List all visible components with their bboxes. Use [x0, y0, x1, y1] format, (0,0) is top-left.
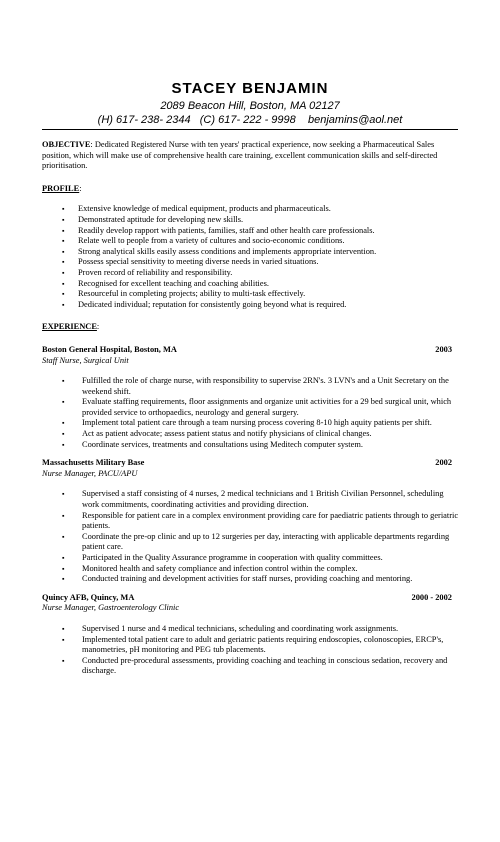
- job-duty-item: [42, 397, 462, 418]
- job-duty-text: Monitored health and safety compliance and infection control within the complex.: [82, 563, 358, 573]
- profile-item-text: Strong analytical skills easily assess conditions and implements appropriate intervention.: [78, 246, 377, 256]
- resume-body: [42, 140, 462, 677]
- bullet-icon: ▪: [62, 624, 65, 633]
- bullet-icon: ▪: [62, 490, 65, 499]
- job-title: Staff Nurse, Surgical Unit: [42, 355, 129, 365]
- job-duty-item: [42, 418, 462, 429]
- job-employer: Massachusetts Military Base: [42, 458, 145, 468]
- job-date: 2002: [435, 458, 452, 468]
- job-duty-text: Implemented total patient care to adult and geriatric patients requiring endoscopies, colonoscopies, ERCP's, manometries, pH monitoring and PEG tub placements.: [82, 634, 444, 655]
- bullet-icon: ▪: [62, 279, 65, 288]
- job-duty-text: Fulfilled the role of charge nurse, with responsibility to supervise 2RN's. 3 LVN's and a Unit Secretary on the weekend shift.: [82, 376, 449, 396]
- bullet-icon: ▪: [62, 554, 65, 562]
- job-duty-item: [42, 635, 462, 656]
- bullet-icon: ▪: [62, 268, 65, 277]
- bullet-icon: ▪: [62, 564, 65, 573]
- profile-item-text: Dedicated individual; reputation for consistently going beyond what is required.: [78, 299, 347, 309]
- bullet-icon: ▪: [62, 532, 65, 541]
- bullet-icon: ▪: [62, 440, 65, 449]
- objective-section: [42, 140, 462, 172]
- job-duty-text: Supervised a staff consisting of 4 nurses, 2 medical technicians and 1 British Civilian Personnel, scheduling work commitments, coordinating activities and providing direction.: [82, 489, 444, 510]
- job-title: Nurse Manager, PACU/APU: [42, 468, 138, 478]
- bullet-icon: ▪: [62, 377, 65, 386]
- bullet-icon: ▪: [62, 237, 65, 246]
- bullet-icon: ▪: [62, 419, 65, 428]
- bullet-icon: ▪: [62, 656, 65, 665]
- job-duty-item: [42, 429, 462, 440]
- job-duty-text: Supervised 1 nurse and 4 medical technicians, scheduling and coordinating work assignments.: [82, 623, 399, 633]
- job-header: [42, 458, 462, 469]
- candidate-contact: [0, 114, 500, 126]
- bullet-icon: ▪: [62, 258, 65, 267]
- bullet-icon: ▪: [62, 247, 65, 256]
- profile-item-text: Extensive knowledge of medical equipment, products and pharmaceuticals.: [78, 204, 331, 214]
- job-employer: Boston General Hospital, Boston, MA: [42, 344, 177, 354]
- job-duty-item: [42, 553, 462, 564]
- profile-item: [42, 289, 462, 300]
- job-duty-item: [42, 440, 462, 451]
- job-duties-list: [42, 376, 462, 450]
- job-header: [42, 593, 462, 604]
- candidate-address: 2089 Beacon Hill, Boston, MA 02127: [160, 100, 340, 112]
- job-date: 2000 - 2002: [411, 592, 452, 602]
- bullet-icon: ▪: [62, 300, 65, 309]
- profile-item-text: Possess special sensitivity to meeting diverse needs in varied situations.: [78, 257, 319, 267]
- bullet-icon: ▪: [62, 511, 65, 520]
- job-duty-item: [42, 564, 462, 575]
- bullet-icon: ▪: [62, 398, 65, 407]
- profile-item: [42, 300, 462, 311]
- bullet-icon: ▪: [62, 205, 65, 214]
- profile-item-text: Proven record of reliability and responsibility.: [78, 267, 233, 277]
- bullet-icon: ▪: [62, 430, 65, 439]
- profile-item-text: Demonstrated aptitude for developing new skills.: [78, 214, 244, 224]
- profile-item-text: Recognised for excellent teaching and coaching abilities.: [78, 278, 269, 288]
- job-duty-item: [42, 624, 462, 635]
- profile-list: [42, 204, 462, 310]
- job-duty-text: Act as patient advocate; assess patient status and notify physicians of clinical changes.: [82, 429, 372, 439]
- job-duty-text: Coordinate the pre-op clinic and up to 12 surgeries per day, interacting with applicable departments regarding patient care.: [82, 531, 450, 552]
- profile-item: [42, 279, 462, 290]
- profile-heading: PROFILE: [42, 183, 80, 193]
- job-duty-item: [42, 574, 462, 585]
- profile-item: [42, 247, 462, 258]
- bullet-icon: ▪: [62, 290, 65, 299]
- bullet-icon: ▪: [62, 635, 65, 644]
- profile-item-text: Resourceful in completing projects; ability to multi-task effectively.: [78, 289, 306, 299]
- job-date: 2003: [435, 344, 452, 354]
- profile-item: [42, 268, 462, 279]
- bullet-icon: ▪: [62, 226, 65, 235]
- profile-item: [42, 204, 462, 215]
- job-duties-list: [42, 489, 462, 584]
- job-duty-text: Responsible for patient care in a complex environment providing care for paediatric patients through to geriatric patients.: [82, 510, 459, 531]
- job-duty-text: Evaluate staffing requirements, floor assignments and organize unit activities for a 29 bed surgical unit, which provided service to orthopaedics, neurology and general surgery.: [82, 397, 452, 417]
- job-duty-item: [42, 511, 462, 532]
- objective-heading: OBJECTIVE: [42, 140, 91, 149]
- job-duty-text: Conducted pre-procedural assessments, providing coaching and teaching in conscious sedation, recovery and discharge.: [82, 655, 448, 676]
- profile-item: [42, 236, 462, 247]
- experience-list: [42, 333, 462, 677]
- contact-line: (H) 617- 238- 2344 (C) 617- 222 - 9998 benjamins@aol.net: [97, 114, 403, 126]
- profile-item-text: Readily develop rapport with patients, families, staff and other health care professionals.: [78, 225, 375, 235]
- job-duty-text: Coordinate services, treatments and consultations using Meditech computer system.: [82, 439, 363, 449]
- bullet-icon: ▪: [62, 215, 65, 224]
- job-employer: Quincy AFB, Quincy, MA: [42, 592, 135, 602]
- job-duty-item: [42, 656, 462, 677]
- profile-item-text: Relate well to people from a variety of cultures and socio-economic conditions.: [78, 236, 345, 246]
- job-duty-item: [42, 489, 462, 510]
- job-duty-item: [42, 376, 462, 397]
- candidate-name: STACEY BENJAMIN: [171, 80, 329, 97]
- header-divider: [42, 129, 458, 130]
- experience-heading: EXPERIENCE: [42, 322, 97, 332]
- job-duty-text: Participated in the Quality Assurance programme in cooperation with quality committees.: [82, 553, 383, 562]
- experience-section-heading: EXPERIENCE:: [42, 322, 100, 332]
- profile-item: [42, 226, 462, 237]
- profile-section-heading: PROFILE:: [42, 183, 82, 193]
- job-duty-item: [42, 532, 462, 553]
- job-header: [42, 345, 462, 356]
- objective-text: : Dedicated Registered Nurse with ten years' practical experience, now seeking a Pharmaceutical Sales position, which will make use of comprehensive health care training, excellent communication skills and self-directed prioritisation.: [42, 140, 438, 171]
- job-title: Nurse Manager, Gastroenterology Clinic: [42, 603, 180, 613]
- profile-item: [42, 257, 462, 268]
- profile-item: [42, 215, 462, 226]
- job-duties-list: [42, 624, 462, 677]
- job-duty-text: Implement total patient care through a team nursing process covering 8-10 high aquity patients per shift.: [82, 418, 432, 428]
- job-duty-text: Conducted training and development activities for staff nurses, providing coaching and mentoring.: [82, 574, 413, 584]
- bullet-icon: ▪: [62, 575, 65, 584]
